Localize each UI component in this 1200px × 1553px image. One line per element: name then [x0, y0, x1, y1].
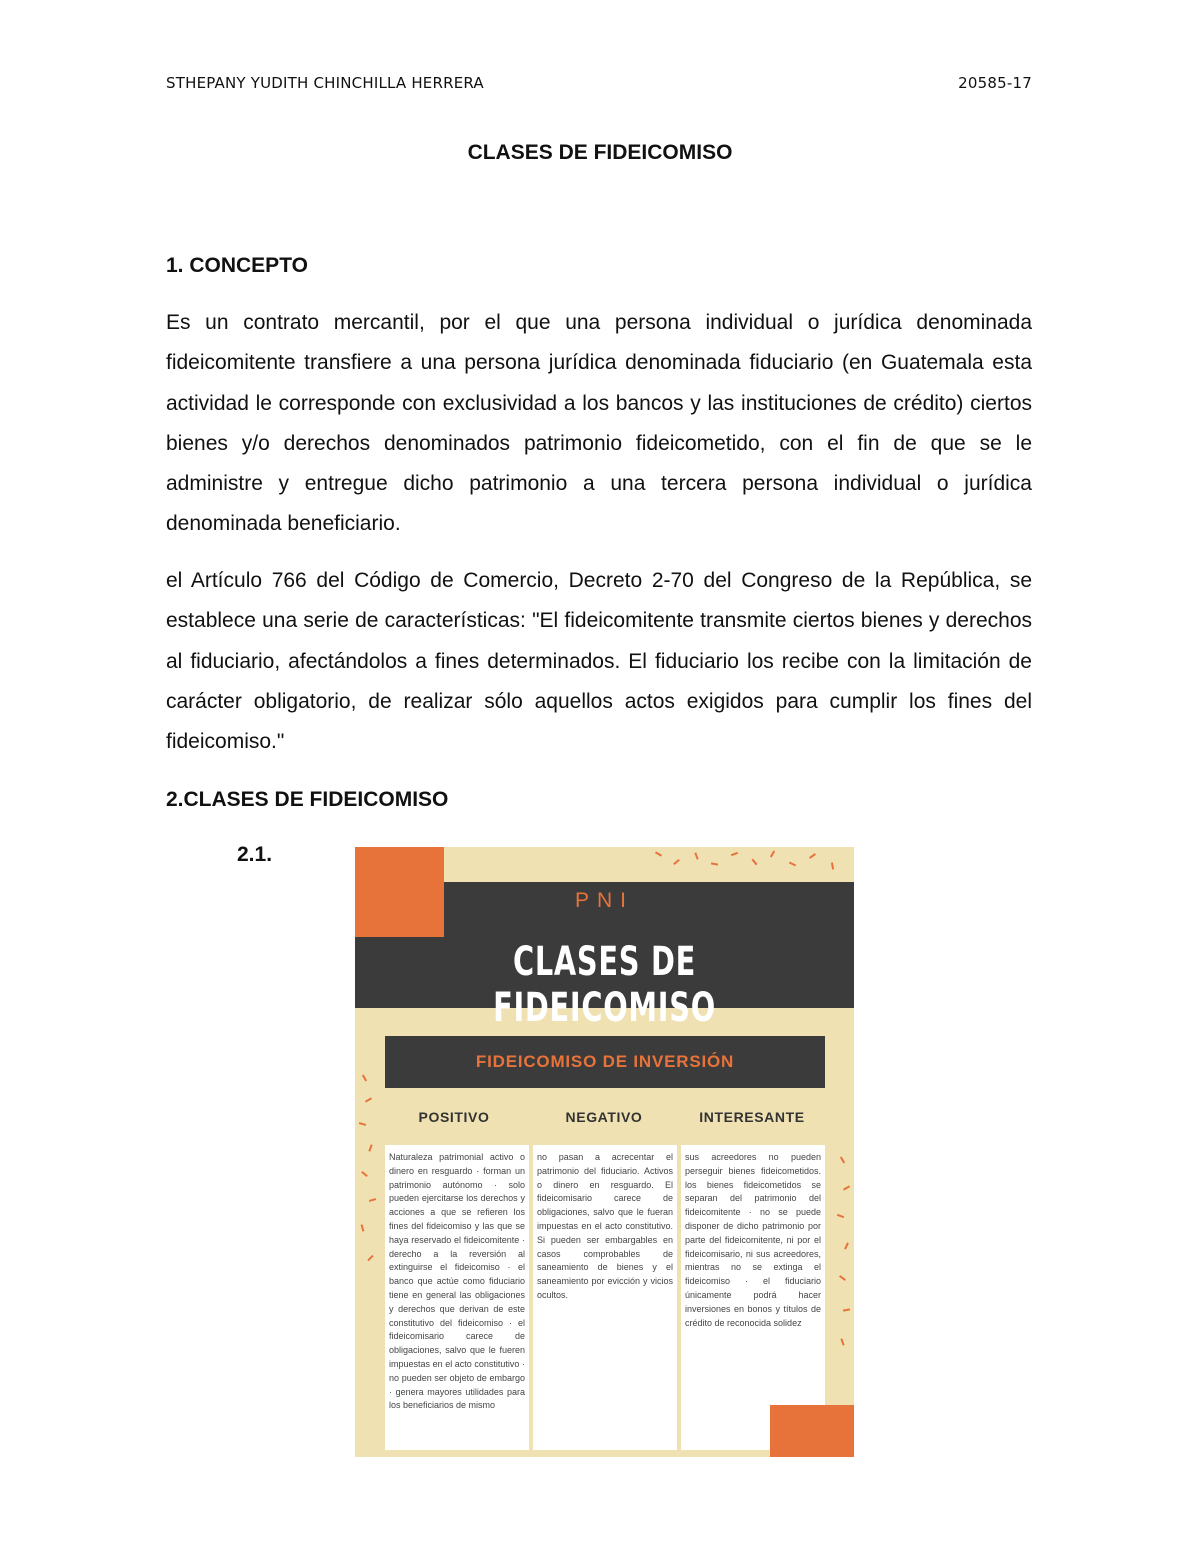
column-text-negativo: no pasan a acrecentar el patrimonio del fiduciario. Activos o dinero en resguardo. El fideicomisario carece de obligaciones, salvo que le fueran impuestas en el acto constitutivo. Si pueden ser embargables en casos comprobables de saneamiento de bienes y el saneamiento por evicción y vicios ocultos.	[537, 1152, 673, 1300]
confetti-decoration	[367, 1255, 373, 1261]
section-heading-clases: 2.CLASES DE FIDEICOMISO	[166, 788, 449, 811]
confetti-decoration	[844, 1242, 849, 1249]
confetti-decoration	[843, 1308, 850, 1311]
page-header	[166, 74, 1032, 92]
column-heading-positivo: POSITIVO	[418, 1109, 490, 1125]
confetti-decoration	[843, 1185, 850, 1190]
confetti-decoration	[368, 1144, 372, 1151]
infographic-image	[355, 847, 854, 1457]
confetti-decoration	[731, 852, 738, 856]
paragraph-concepto: Es un contrato mercantil, por el que una persona individual o jurídica denominada fideicomitente transfiere a una persona jurídica denominada fiduciario (en Guatemala esta actividad le corresponde con exclusividad a los bancos y las instituciones de crédito) ciertos bienes y/o derechos denominados patrimonio fideicometido, con el fin de que se le administre y entregue dicho patrimonio a una tercera persona individual o jurídica denominada beneficiario.	[166, 311, 1032, 536]
infographic-subtitle-band	[385, 1036, 825, 1088]
confetti-decoration	[831, 862, 834, 869]
confetti-decoration	[751, 859, 757, 866]
confetti-decoration	[359, 1122, 366, 1126]
confetti-decoration	[362, 1074, 367, 1081]
section-heading-concepto: 1. CONCEPTO	[166, 254, 308, 277]
column-heading-negativo: NEGATIVO	[565, 1109, 643, 1125]
infographic-subtitle: FIDEICOMISO DE INVERSIÓN	[475, 1052, 735, 1071]
confetti-decoration	[711, 862, 718, 865]
confetti-decoration	[655, 851, 662, 856]
confetti-decoration	[361, 1224, 365, 1231]
orange-corner-decoration	[770, 1405, 854, 1457]
paragraph-articulo: el Artículo 766 del Código de Comercio, Decreto 2-70 del Congreso de la República, se establece una serie de características: "El fideicomitente transmite ciertos bienes y derechos al fiduciario, afectándolos a fines determinados. El fiduciario los recibe con la limitación de carácter obligatorio, de realizar sólo aquellos actos exigidos para cumplir los fines del fideicomiso."	[166, 569, 1032, 754]
column-heading-interesante: INTERESANTE	[699, 1109, 805, 1125]
confetti-decoration	[369, 1198, 376, 1202]
infographic-title: CLASES DE FIDEICOMISO	[493, 939, 716, 1031]
confetti-decoration	[809, 853, 816, 859]
confetti-decoration	[840, 1338, 844, 1345]
confetti-decoration	[694, 852, 698, 859]
author-name: STHEPANY YUDITH CHINCHILLA HERRERA	[166, 74, 484, 92]
column-text-interesante: sus acreedores no pueden perseguir bienes fideicometidos. los bienes fideicometidos se separan del patrimonio del fideicomitente · no se puede disponer de dicho patrimonio por parte del fideicomitente, ni por el fideicomisario, ni sus acreedores, mientras no se extinga el fideicomiso · el fiduciario únicamente podrá hacer inversiones en bonos y títulos de crédito de reconocida solidez	[685, 1152, 821, 1328]
confetti-decoration	[770, 850, 775, 857]
column-box-negativo	[533, 1145, 677, 1450]
confetti-decoration	[673, 859, 680, 865]
confetti-decoration	[361, 1171, 368, 1177]
confetti-decoration	[789, 862, 796, 867]
column-box-positivo	[385, 1145, 529, 1450]
document-title: CLASES DE FIDEICOMISO	[467, 141, 733, 164]
confetti-decoration	[840, 1156, 845, 1163]
confetti-decoration	[365, 1097, 372, 1102]
student-code: 20585-17	[958, 74, 1032, 92]
confetti-decoration	[837, 1214, 844, 1218]
column-text-positivo: Naturaleza patrimonial activo o dinero en resguardo · forman un patrimonio autónomo · solo pueden ejercitarse los derechos y acciones a que se refieren los fines del fideicomiso y las que se haya reservado el fideicomitente · derecho a la reversión al extinguirse el fideicomiso · el banco que actúe como fiduciario tiene en general las obligaciones y derechos que derivan de este constitutivo del fideicomiso · el fideicomisario carece de obligaciones, salvo que le fueren impuestas en el acto constitutivo · no pueden ser objeto de embargo · genera mayores utilidades para los beneficiarios de mismo	[389, 1152, 525, 1411]
confetti-decoration	[839, 1275, 846, 1281]
infographic-brand: PNI	[574, 889, 634, 912]
subsection-number: 2.1.	[237, 843, 273, 866]
